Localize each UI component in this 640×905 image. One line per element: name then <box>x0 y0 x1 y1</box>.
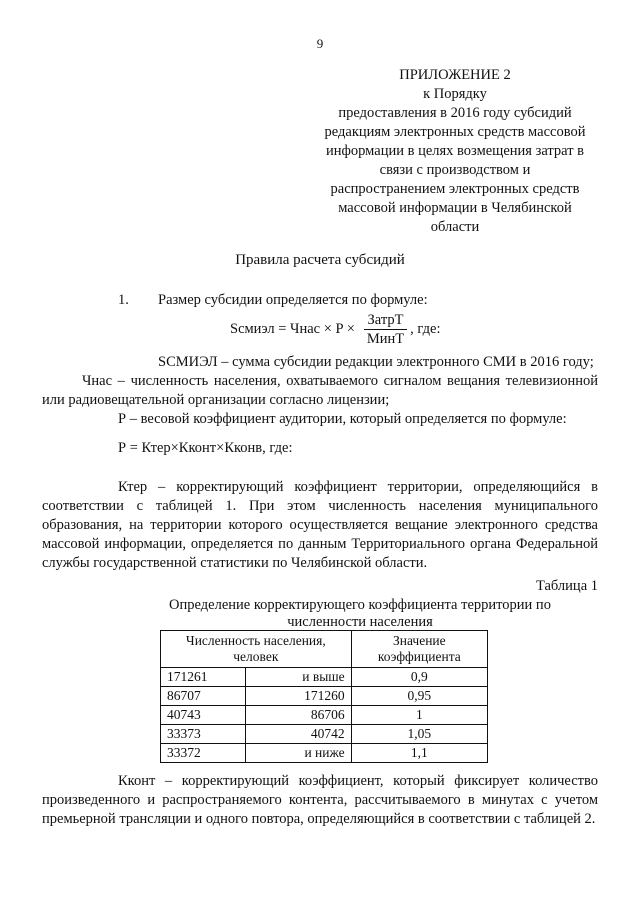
item-number: 1. <box>118 292 129 308</box>
fraction-numerator: ЗатрТ <box>364 312 408 330</box>
kter-paragraph: Ктер – корректирующий коэффициент территории, определяющийся в соответствии с таблицей 1. При этом численность населения муниципального образования, на территории которого осуществляется вещание электронного средства массовой информации, определяется по данным Территориального органа Федеральной службы государственной статистики по Челябинской области. <box>42 479 598 571</box>
population-from: 33372 <box>161 744 246 763</box>
coefficient-value: 0,95 <box>351 687 487 706</box>
section-heading: Правила расчета субсидий <box>235 252 405 268</box>
population-from: 33373 <box>161 725 246 744</box>
population-to: и ниже <box>246 744 352 763</box>
population-from: 86707 <box>161 687 246 706</box>
weight-formula: Р = Ктер×Кконт×Кконв, где: <box>118 440 293 456</box>
population-to: 171260 <box>246 687 352 706</box>
page-number: 9 <box>316 36 324 51</box>
table-caption: Определение корректирующего коэффициента территории по численности населения <box>169 597 551 630</box>
item-text: Размер субсидии определяется по формуле: <box>158 292 428 308</box>
formula-lhs: Sсмиэл = Чнас × P × <box>230 321 355 337</box>
table-row <box>161 687 488 706</box>
population-from: 171261 <box>161 668 246 687</box>
appendix-header <box>315 66 595 237</box>
appendix-line: предоставления в 2016 году субсидий <box>338 105 572 121</box>
table-label: Таблица 1 <box>535 578 598 594</box>
coefficient-value: 1,05 <box>351 725 487 744</box>
appendix-line: к Порядку <box>423 86 487 102</box>
definition-s-smiel: SСМИЭЛ – сумма субсидии редакции электронного СМИ в 2016 году; <box>158 354 594 370</box>
appendix-line: массовой информации в Челябинской <box>338 200 572 216</box>
table-row <box>161 706 488 725</box>
table-row <box>161 744 488 763</box>
coefficient-value: 1 <box>351 706 487 725</box>
table-row <box>161 668 488 687</box>
formula-fraction <box>363 312 408 347</box>
population-from: 40743 <box>161 706 246 725</box>
definition-p: Р – весовой коэффициент аудитории, который определяется по формуле: <box>118 411 567 427</box>
population-coefficient-table <box>160 630 488 763</box>
appendix-title: ПРИЛОЖЕНИЕ 2 <box>399 67 511 83</box>
coefficient-value: 1,1 <box>351 744 487 763</box>
appendix-line: редакциям электронных средств массовой <box>324 124 586 140</box>
population-to: 40742 <box>246 725 352 744</box>
appendix-line: информации в целях возмещения затрат в <box>325 143 585 159</box>
definition-chnas: Чнас – численность населения, охватываемого сигналом вещания телевизионной или радиовещательной организации согласно лицензии; <box>42 373 598 408</box>
appendix-line: области <box>430 219 480 235</box>
fraction-denominator: МинТ <box>366 331 405 347</box>
population-to: 86706 <box>246 706 352 725</box>
header-coefficient: Значение коэффициента <box>351 631 487 668</box>
subsidy-formula <box>230 312 440 347</box>
appendix-line: распространением электронных средств <box>330 181 580 197</box>
population-to: и выше <box>246 668 352 687</box>
kkont-paragraph: Кконт – корректирующий коэффициент, который фиксирует количество произведенного и распространяемого контента, рассчитываемого в минутах с учетом премьерной трансляции и одного повтора, определяющийся в соответствии с таблицей 2. <box>42 773 598 827</box>
coefficient-value: 0,9 <box>351 668 487 687</box>
table-row <box>161 725 488 744</box>
formula-suffix: , где: <box>410 321 441 337</box>
appendix-line: связи с производством и <box>379 162 531 178</box>
table-header-row <box>161 631 488 668</box>
header-population: Численность населения, человек <box>161 631 352 668</box>
